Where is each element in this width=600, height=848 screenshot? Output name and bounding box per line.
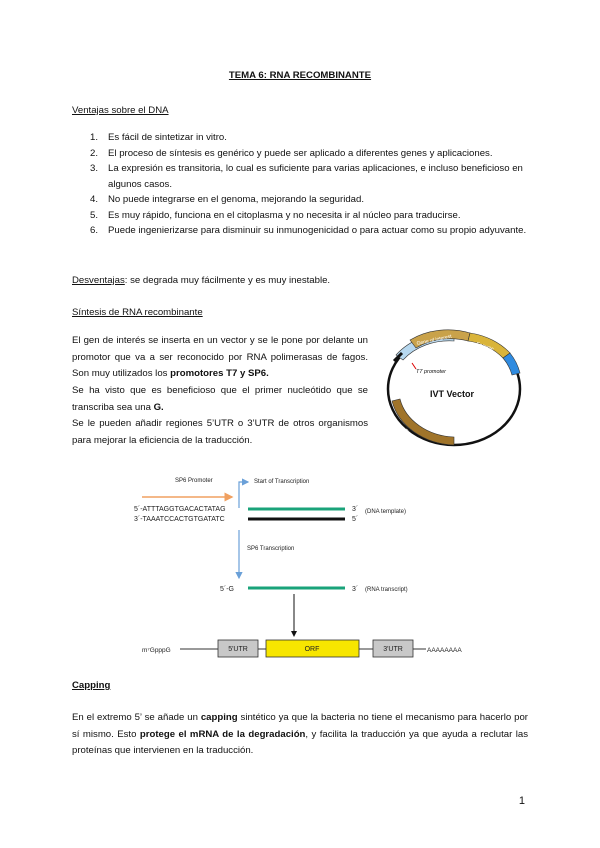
label-resistance: Res [402,427,414,439]
dna-bottom-end: 5´ [352,516,359,523]
utr3-label: 3'UTR [383,646,403,653]
rna-3-end: 3´ [352,586,359,593]
utr5-label: 5'UTR [228,646,248,653]
page-number: 1 [518,795,525,807]
sp6-promoter-label: SP6 Promoter [175,478,213,484]
dna-top-end: 3´ [352,506,359,513]
tag-segment [503,353,520,375]
label-vector: IVT Vector [430,389,475,399]
ivt-vector-figure [380,323,530,453]
list-item: 6. Puede ingenierizarse para disminuir su inmunogenicidad o para actuar como su propio adyuvante. [90,225,527,236]
list-item: 2. El proceso de síntesis es genérico y puede ser aplicado a diferentes genes y aplicaciones. [90,147,493,159]
dna-seq-top: 5´-ATTTAGGTGACACTATAG [134,506,226,513]
label-promoter: T7 promoter [416,369,446,375]
transcription-figure [120,470,500,670]
capping-paragraph: En el extremo 5’ se añade un capping sintético ya que la bacteria no tiene el mecanismo para hacerlo por sí mismo. Esto protege el mRNA de la degradación, y facilita la traducción ya que ayuda a reclutar las proteínas que intervienen en la traducción. [72,712,528,756]
list-item: 1. Es fácil de sintetizar in vitro. [90,132,227,143]
dna-template-label: (DNA template) [365,509,407,515]
list-item: 5. Es muy rápido, funciona en el citoplasma y no necesita ir al núcleo para traducirse. [90,209,461,221]
synthesis-paragraph-2: Se ha visto que es beneficioso que el primer nucleótido que se transcriba sea una G. [72,385,368,413]
page-title: TEMA 6: RNA RECOMBINANTE [228,70,372,81]
synthesis-paragraph-1: El gen de interés se inserta en un vector y se le pone por delante un promotor que va a ser reconocido por RNA polimerasas de fagos. Son muy utilizados los promotores T7 y SP6. [72,335,368,379]
synthesis-paragraph-3: Se le pueden añadir regiones 5’UTR o 3’UTR de otros organismos para mejorar la eficiencia de la traducción. [72,418,368,446]
dna-seq-bottom: 3´-TAAATCCACTGTGATATC [134,516,225,523]
capping-heading: Capping [72,680,111,691]
disadvantages-line: Desventajas: se degrada muy fácilmente y es muy inestable. [72,275,331,286]
start-label: Start of Transcription [254,479,310,485]
cap-label: m⁷GpppG [142,647,171,654]
list-item: 4. No puede integrarse en el genoma, mejorando la seguridad. [90,194,365,205]
rna-transcript-label: (RNA transcript) [365,587,408,593]
rna-5-end: 5´-G [220,586,234,593]
synthesis-heading: Síntesis de RNA recombinante [72,307,203,318]
orf-label: ORF [304,646,320,653]
label-enzyme: Enzyme [475,341,495,353]
list-item: 3. La expresión es transitoria, lo cual es suficiente para varias aplicaciones, e incluso beneficioso en algunos casos. [90,163,523,190]
label-gene: Gene of interest [416,333,453,347]
start-arrow-icon [239,482,248,508]
polya-label: AAAAAAAA [427,647,462,654]
advantages-list [72,130,528,239]
advantages-heading: Ventajas sobre el DNA [72,105,169,116]
sp6-transcription-label: SP6 Transcription [247,546,295,552]
